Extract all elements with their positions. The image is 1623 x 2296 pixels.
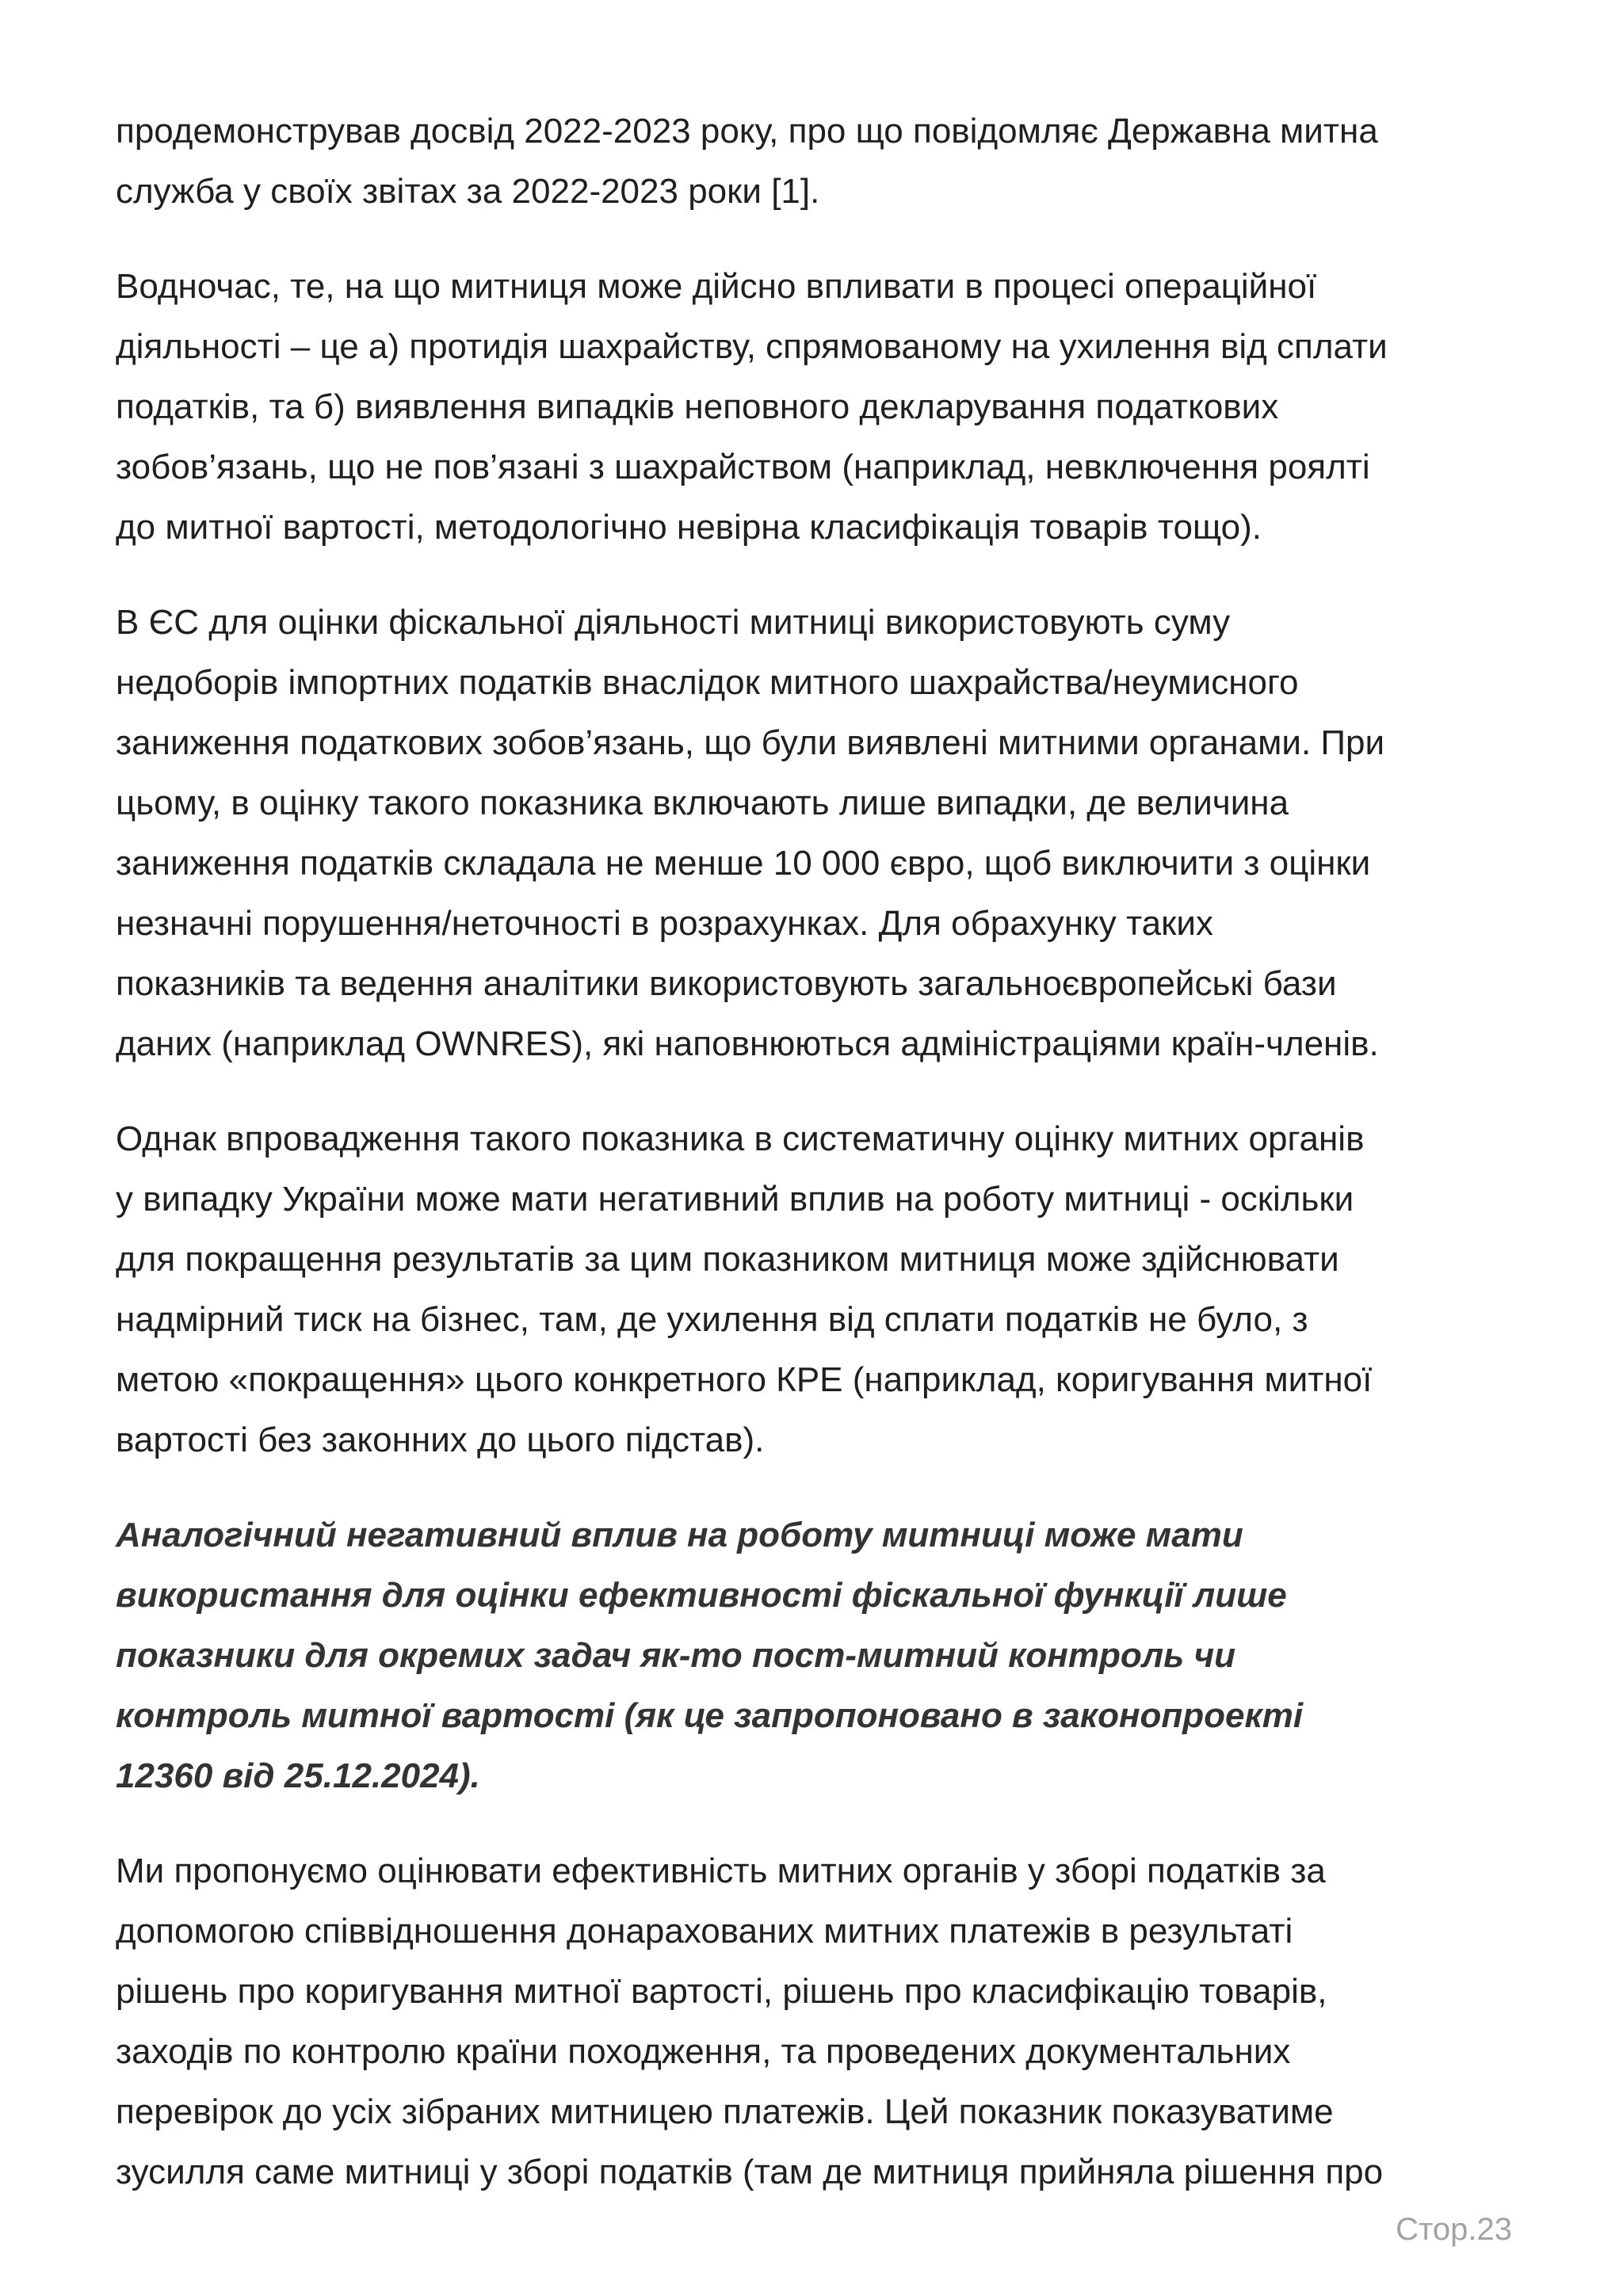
body-paragraph: Ми пропонуємо оцінювати ефективність митних органів у зборі податків за допомогою співвідношення донарахованих митних платежів в результаті рішень про коригування митної вартості, рішень про класифікацію товарів, заходів по контролю країни походження, та проведених документальних перевірок до усіх зібраних митницею платежів. Цей показник показуватиме зусилля саме митниці у зборі податків (там де митниця прийняла рішення про [116, 1852, 1384, 2191]
emphasis-paragraph: Аналогічний негативний вплив на роботу митниці може мати використання для оцінки ефективності фіскальної функції лише показники для окремих задач як-то пост-митний контроль чи контроль митної вартості (як це запропоновано в законопроекті 12360 від 25.12.2024). [116, 1516, 1304, 1795]
body-paragraph: Однак впровадження такого показника в систематичну оцінку митних органів у випадку України може мати негативний вплив на роботу митниці - оскільки для покращення результатів за цим показником митниця може здійснювати надмірний тиск на бізнес, там, де ухилення від сплати податків не було, з метою «покращення» цього конкретного КРЕ (наприклад, коригування митної вартості без законних до цього підстав). [116, 1119, 1373, 1459]
page-number: Стор.23 [1396, 2212, 1512, 2247]
body-paragraph: продемонстрував досвід 2022-2023 року, про що повідомляє Державна митна служба у своїх звітах за 2022-2023 роки [1]. [116, 112, 1378, 211]
document-page [116, 101, 1526, 2237]
body-paragraph: Водночас, те, на що митниця може дійсно впливати в процесі операційної діяльності – це а) протидія шахрайству, спрямованому на ухилення від сплати податків, та б) виявлення випадків неповного декларування податкових зобов’язань, що не пов’язані з шахрайством (наприклад, невключення роялті до митної вартості, методологічно невірна класифікація товарів тощо). [116, 267, 1388, 547]
body-paragraph: В ЄС для оцінки фіскальної діяльності митниці використовують суму недоборів імпортних податків внаслідок митного шахрайства/неумисного заниження податкових зобов’язань, що були виявлені митними органами. При цьому, в оцінку такого показника включають лише випадки, де величина заниження податків складала не менше 10 000 євро, щоб виключити з оцінки незначні порушення/неточності в розрахунках. Для обрахунку таких показників та ведення аналітики використовують загальноєвропейські бази даних (наприклад OWNRES), які наповнюються адміністраціями країн-членів. [116, 603, 1385, 1063]
